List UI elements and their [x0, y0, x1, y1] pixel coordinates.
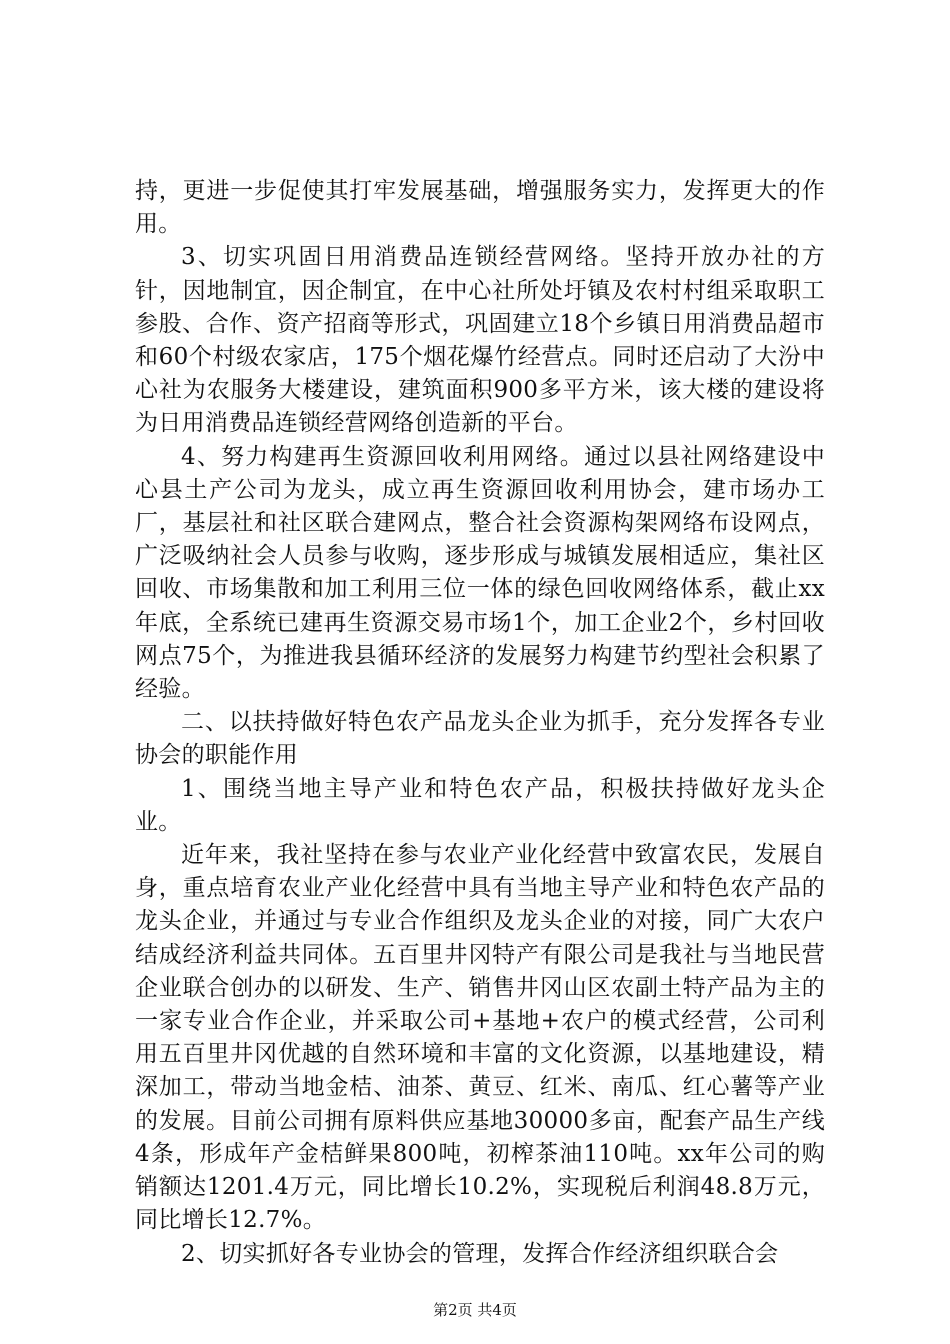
paragraph-consumer-goods-network: 3、切实巩固日用消费品连锁经营网络。坚持开放办社的方针，因地制宜，因企制宜，在中心社所处圩镇及农村村组采取职工参股、合作、资产招商等形式，巩固建立18个乡镇日用消费品超市和60个村级农家店，175个烟花爆竹经营点。同时还启动了大汾中心社为农服务大楼建设，建筑面积900多平方米，该大楼的建设将为日用消费品连锁经营网络创造新的平台。: [135, 244, 825, 437]
section-heading-two: 二、以扶持做好特色农产品龙头企业为抓手，充分发挥各专业协会的职能作用: [135, 709, 825, 769]
page-number-footer: 第2页 共4页: [433, 1301, 517, 1319]
paragraph-continuation: 持，更进一步促使其打牢发展基础，增强服务实力，发挥更大的作用。: [135, 178, 825, 238]
subheading-leading-enterprises: 1、围绕当地主导产业和特色农产品，积极扶持做好龙头企业。: [135, 775, 825, 835]
subheading-association-management: 2、切实抓好各专业协会的管理，发挥合作经济组织联合会: [181, 1240, 779, 1267]
document-body: [135, 175, 825, 1271]
paragraph-recycling-network: 4、努力构建再生资源回收利用网络。通过以县社网络建设中心县土产公司为龙头，成立再生资源回收利用协会，建市场办工厂，基层社和社区联合建网点，整合社会资源构架网络布设网点，广泛吸纳社会人员参与收购，逐步形成与城镇发展相适应，集社区回收、市场集散和加工利用三位一体的绿色回收网络体系，截止xx年底，全系统已建再生资源交易市场1个，加工企业2个，乡村回收网点75个，为推进我县循环经济的发展努力构建节约型社会积累了经验。: [135, 443, 825, 703]
paragraph-recent-years: 近年来，我社坚持在参与农业产业化经营中致富农民，发展自身，重点培育农业产业化经营中具有当地主导产业和特色农产品的龙头企业，并通过与专业合作组织及龙头企业的对接，同广大农户结成经济利益共同体。五百里井冈特产有限公司是我社与当地民营企业联合创办的以研发、生产、销售井冈山区农副土特产品为主的一家专业合作企业，并采取公司+基地+农户的模式经营，公司利用五百里井冈优越的自然环境和丰富的文化资源，以基地建设，精深加工，带动当地金桔、油茶、黄豆、红米、南瓜、红心薯等产业的发展。目前公司拥有原料供应基地30000多亩，配套产品生产线4条，形成年产金桔鲜果800吨，初榨茶油110吨。xx年公司的购销额达1201.4万元，同比增长10.2%，实现税后利润48.8万元，同比增长12.7%。: [135, 842, 825, 1234]
